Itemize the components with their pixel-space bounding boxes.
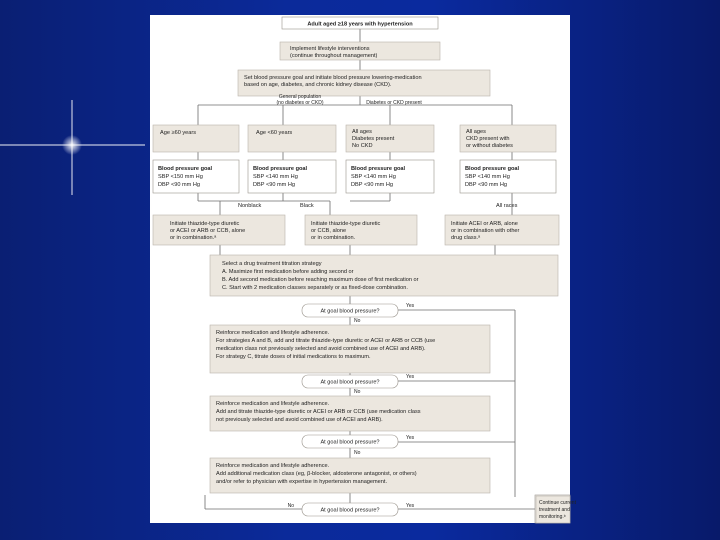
reinforce-1-line-1: Reinforce medication and lifestyle adherence.: [216, 330, 330, 336]
nonblack-label: Nonblack: [238, 203, 262, 209]
decision-2-yes: Yes: [406, 374, 415, 380]
reinforce-3-line-3: and/or refer to physician with expertise in hypertension management.: [216, 479, 388, 485]
ckd-line-2: CKD present with: [466, 136, 510, 142]
init-all-line-3: drug class.ᵃ: [451, 235, 481, 241]
decision-2-no: No: [354, 389, 361, 395]
diabetes-line-2: Diabetes present: [352, 136, 395, 142]
lifestyle-line-1: Implement lifestyle interventions: [290, 46, 370, 52]
goal-title-2: Blood pressure goal: [253, 166, 308, 172]
decision-4-yes: Yes: [406, 503, 415, 509]
goal-140-c-dbp: DBP <90 mm Hg: [465, 182, 508, 188]
goal-title-4: Blood pressure goal: [465, 166, 520, 172]
general-population-label: General population: [278, 94, 322, 100]
continue-line-1: Continue current: [539, 500, 576, 506]
init-all-line-1: Initiate ACEI or ARB, alone: [451, 221, 518, 227]
strategy-line-4: C. Start with 2 medication classes separately or as fixed-dose combination.: [222, 285, 408, 291]
start-text: Adult aged ≥18 years with hypertension: [307, 21, 413, 28]
goal-140-c-sbp: SBP <140 mm Hg: [465, 174, 510, 180]
diabetes-line-1: All ages: [352, 129, 372, 135]
continue-line-2: treatment and: [539, 507, 570, 513]
continue-line-3: monitoring.ᵇ: [539, 514, 566, 520]
lifestyle-line-2: (continue throughout management): [290, 53, 378, 59]
ckd-line-3: or without diabetes: [466, 143, 513, 149]
decision-1-no: No: [354, 318, 361, 324]
reinforce-2-line-3: not previously selected and avoid combined use of ACEI and ARB).: [216, 417, 383, 423]
diabetes-line-3: No CKD: [352, 143, 373, 149]
init-black-line-1: Initiate thiazide-type diuretic: [311, 221, 381, 227]
decision-2-text: At goal blood pressure?: [320, 379, 380, 386]
reinforce-2-line-1: Reinforce medication and lifestyle adherence.: [216, 401, 330, 407]
ckd-line-1: All ages: [466, 129, 486, 135]
init-black-line-2: or CCB, alone: [311, 228, 347, 234]
reinforce-3-line-2: Add additional medication class (eg, β-blocker, aldosterone antagonist, or others): [216, 471, 417, 477]
init-nonblack-line-3: or in combination.ᵃ: [170, 235, 217, 241]
strategy-line-2: A. Maximize first medication before adding second or: [222, 269, 354, 275]
set-goal-line-1: Set blood pressure goal and initiate blood pressure lowering-medication: [244, 75, 422, 81]
decision-1-text: At goal blood pressure?: [320, 308, 380, 315]
general-population-sub: (no diabetes or CKD): [276, 100, 324, 106]
goal-140-b-sbp: SBP <140 mm Hg: [351, 174, 396, 180]
reinforce-1-line-2: For strategies A and B, add and titrate thiazide-type diuretic or ACEI or ARB or CCB (use: [216, 338, 436, 344]
goal-title-3: Blood pressure goal: [351, 166, 406, 172]
reinforce-2-line-2: Add and titrate thiazide-type diuretic or ACEI or ARB or CCB (use medication class: [216, 409, 421, 415]
decision-3-no: No: [354, 450, 361, 456]
init-all-line-2: or in combination with other: [451, 228, 520, 234]
decision-4-no: No: [287, 503, 294, 509]
black-label: Black: [300, 203, 314, 209]
goal-140-b-dbp: DBP <90 mm Hg: [351, 182, 394, 188]
flowchart-page: [150, 15, 576, 523]
all-races-label: All races: [496, 203, 518, 209]
age-lt60-text: Age <60 years: [256, 130, 293, 136]
strategy-line-3: B. Add second medication before reaching maximum dose of first medication or: [222, 277, 419, 283]
set-goal-line-2: based on age, diabetes, and chronic kidney disease (CKD).: [244, 82, 392, 88]
sparkle-decoration: [0, 0, 150, 300]
goal-140-a-dbp: DBP <90 mm Hg: [253, 182, 296, 188]
goal-150-dbp: DBP <90 mm Hg: [158, 182, 201, 188]
decision-1-yes: Yes: [406, 303, 415, 309]
init-black-line-3: or in combination.: [311, 235, 356, 241]
goal-150-sbp: SBP <150 mm Hg: [158, 174, 203, 180]
init-nonblack-line-2: or ACEI or ARB or CCB, alone: [170, 228, 246, 234]
decision-4-text: At goal blood pressure?: [320, 507, 380, 514]
goal-title-1: Blood pressure goal: [158, 166, 213, 172]
decision-3-text: At goal blood pressure?: [320, 439, 380, 446]
strategy-line-1: Select a drug treatment titration strategy: [222, 261, 322, 267]
diabetes-ckd-label: Diabetes or CKD present: [366, 100, 422, 106]
reinforce-1-line-3: medication class not previously selected and avoid combined use of ACEI and ARB).: [216, 346, 426, 352]
reinforce-1-line-4: For strategy C, titrate doses of initial medications to maximum.: [216, 354, 371, 360]
reinforce-3-line-1: Reinforce medication and lifestyle adherence.: [216, 463, 330, 469]
goal-140-a-sbp: SBP <140 mm Hg: [253, 174, 298, 180]
age-60plus-text: Age ≥60 years: [160, 130, 197, 136]
init-nonblack-line-1: Initiate thiazide-type diuretic: [170, 221, 240, 227]
decision-3-yes: Yes: [406, 435, 415, 441]
